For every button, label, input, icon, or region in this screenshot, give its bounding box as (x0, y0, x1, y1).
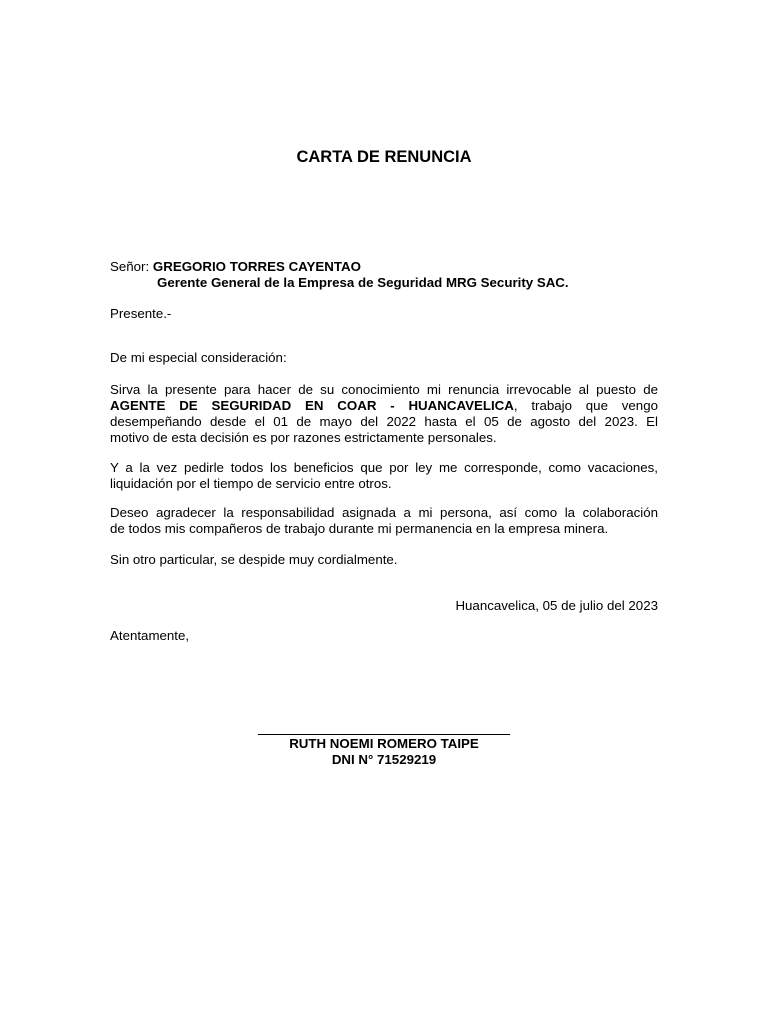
paragraph-line: Deseo agradecer la responsabilidad asignada a mi persona, así como la colaboración (110, 505, 658, 520)
paragraph-line: motivo de esta decisión es por razones estrictamente personales. (110, 430, 497, 445)
paragraph-line-rest: , trabajo que vengo (513, 398, 658, 413)
sign-off: Atentamente, (110, 628, 190, 643)
job-post: AGENTE DE SEGURIDAD EN COAR - HUANCAVELICA (110, 398, 514, 413)
recipient-salutation: Señor: (110, 259, 153, 274)
signer-dni: DNI N° 71529219 (331, 752, 437, 767)
greeting-text: De mi especial consideración: (110, 350, 287, 365)
recipient-name: GREGORIO TORRES CAYENTAO (152, 259, 361, 274)
paragraph-resignation (110, 382, 658, 446)
presente-text: Presente.- (110, 306, 172, 321)
paragraph-line (110, 398, 658, 414)
paragraph-line: liquidación por el tiempo de servicio entre otros. (110, 476, 392, 491)
paragraph-line: desempeñando desde el 01 de mayo del 2022 hasta el 05 de agosto del 2023. El (110, 414, 658, 429)
paragraph-thanks (110, 505, 658, 537)
recipient-name-line (110, 259, 658, 275)
signature-line (258, 734, 510, 735)
paragraph-line: Sirva la presente para hacer de su conocimiento mi renuncia irrevocable al puesto de (110, 382, 658, 397)
paragraph-line: de todos mis compañeros de trabajo durante mi permanencia en la empresa minera. (110, 521, 609, 536)
closing-text: Sin otro particular, se despide muy cordialmente. (110, 552, 398, 567)
signer-name: RUTH NOEMI ROMERO TAIPE (289, 736, 479, 751)
recipient-position: Gerente General de la Empresa de Seguridad MRG Security SAC. (157, 275, 569, 290)
paragraph-benefits (110, 460, 658, 492)
paragraph-line: Y a la vez pedirle todos los beneficios que por ley me corresponde, como vacaciones, (110, 460, 658, 475)
document-title: CARTA DE RENUNCIA (296, 148, 472, 166)
recipient-block (110, 259, 658, 291)
place-date: Huancavelica, 05 de julio del 2023 (455, 598, 658, 613)
